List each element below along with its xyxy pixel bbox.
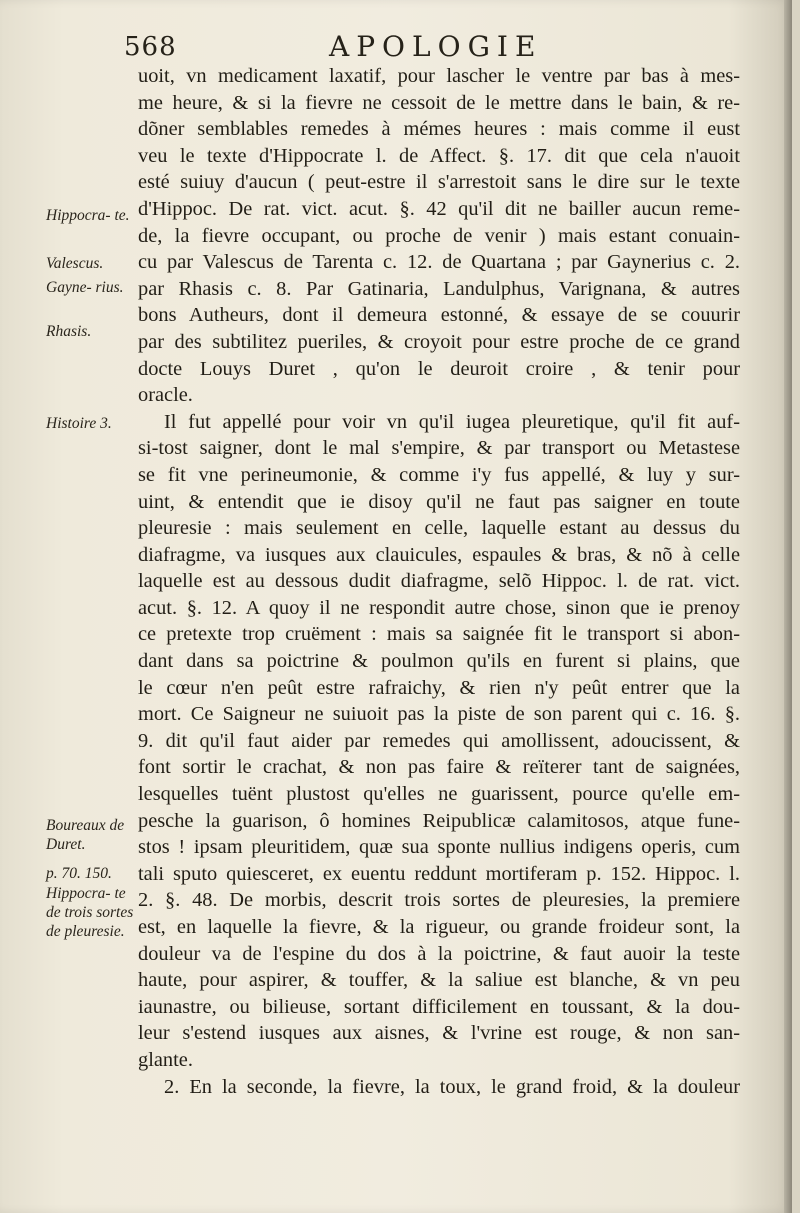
marginal-note: Hippocra- te de trois sortes de pleuresie.	[46, 885, 134, 940]
text-line: leur s'estend iusques aux aisnes, & l'vrine est rouge, & non san-	[138, 1022, 740, 1045]
body-text	[138, 63, 740, 1100]
text-line: iaunastre, ou bilieuse, sortant difficilement en toussant, & la dou-	[138, 995, 740, 1018]
text-line: oracle.	[138, 384, 193, 407]
page-header	[124, 30, 724, 66]
text-line: tali sputo quiesceret, ex euentu reddunt mortiferam p. 152. Hippoc. l.	[138, 862, 740, 885]
text-line: laquelle est au dessous dudit diafragme, selõ Hippoc. l. de rat. vict.	[138, 570, 740, 593]
marginal-note: p. 70. 150.	[46, 865, 112, 882]
text-line: veu le texte d'Hippocrate l. de Affect. §. 17. dit que cela n'auoit	[138, 144, 740, 167]
text-line: lesquelles tuënt plustost qu'elles ne guarissent, pource qu'elle em-	[138, 783, 740, 806]
marginal-note: Histoire 3.	[46, 415, 112, 432]
text-line: 9. dit qu'il faut aider par remedes qui amollissent, adoucissent, &	[138, 729, 740, 752]
marginal-note: Rhasis.	[46, 323, 92, 340]
text-line: si-tost saigner, dont le mal s'empire, & par transport ou Metastese	[138, 437, 740, 460]
text-line: uoit, vn medicament laxatif, pour lascher le ventre par bas à mes-	[138, 65, 740, 87]
text-line: stos ! ipsam pleuritidem, quæ sua sponte nullius indigens operis, cum	[138, 836, 740, 859]
text-line: par des subtilitez pueriles, & croyoit pour estre proche de ce grand	[138, 330, 740, 353]
page-number: 568	[124, 32, 177, 62]
text-line: de, la fievre occupant, ou proche de venir ) mais estant conuain-	[138, 224, 740, 247]
marginal-note: Valescus.	[46, 255, 104, 272]
text-line: douleur va de l'espine du dos à la poictrine, & faut auoir la teste	[138, 942, 740, 965]
text-line: cu par Valescus de Tarenta c. 12. de Quartana ; par Gaynerius c. 2.	[138, 251, 740, 274]
text-line: pesche la guarison, ô homines Reipublicæ calamitosos, atque fune-	[138, 809, 740, 832]
text-line: uint, & entendit que ie disoy qu'il ne faut pas saigner en toute	[138, 490, 740, 513]
running-head: APOLOGIE	[329, 30, 543, 63]
text-line: est, en laquelle la fievre, & la rigueur, ou grande froideur sont, la	[138, 916, 740, 938]
text-line: dant dans sa poictrine & poulmon qu'ils en furent si plains, que	[138, 650, 740, 673]
marginal-note: Gayne- rius.	[46, 279, 124, 296]
text-line: se fit vne perineumonie, & comme i'y fus appellé, & luy y sur-	[138, 463, 740, 486]
text-line: pleuresie : mais seulement en celle, laquelle estant au dessus du	[138, 517, 740, 540]
text-line: 2. En la seconde, la fievre, la toux, le grand froid, & la douleur	[164, 1075, 740, 1098]
text-line: mort. Ce Saigneur ne suiuoit pas la piste de son parent qui c. 16. §.	[138, 703, 740, 726]
text-line: par Rhasis c. 8. Par Gatinaria, Landulphus, Varignana, & autres	[138, 277, 740, 300]
text-line: d'Hippoc. De rat. vict. acut. §. 42 qu'il dit ne bailler aucun reme-	[138, 197, 740, 220]
marginal-note: Hippocra- te.	[46, 207, 130, 224]
text-line: ce pretexte trop cruëment : mais sa saignée fit le transport si abon-	[138, 623, 740, 646]
text-line: font sortir le crachat, & non pas faire & reïterer tant de saignées,	[138, 756, 740, 779]
text-line: bons Autheurs, dont il demeura estonné, & essaye de se couurir	[138, 304, 740, 327]
text-line: me heure, & si la fievre ne cessoit de le mettre dans le bain, & re-	[138, 91, 740, 114]
text-line: acut. §. 12. A quoy il ne respondit autre chose, sinon que ie prenoy	[138, 596, 740, 619]
text-line: diafragme, va iusques aux clauicules, espaules & bras, & nõ à celle	[138, 543, 740, 566]
marginal-note: Boureaux de Duret.	[46, 817, 125, 853]
text-line: dõner semblables remedes à mémes heures : mais comme il eust	[138, 118, 740, 141]
text-line: Il fut appellé pour voir vn qu'il iugea pleuretique, qu'il fit auf-	[164, 410, 740, 433]
text-line: le cœur n'en peût estre rafraichy, & rien n'y peût entrer que la	[138, 676, 740, 699]
text-line: haute, pour aspirer, & touffer, & la saliue est blanche, & vn peu	[138, 969, 740, 992]
text-line: esté suiuy d'aucun ( peut-estre il s'arrestoit sans le dire sur le texte	[138, 171, 740, 194]
text-line: glante.	[138, 1048, 193, 1071]
text-line: 2. §. 48. De morbis, descrit trois sortes de pleuresies, la premiere	[138, 889, 740, 912]
text-line: docte Louys Duret , qu'on le deuroit croire , & tenir pour	[138, 357, 740, 380]
page-edge	[784, 0, 792, 1213]
